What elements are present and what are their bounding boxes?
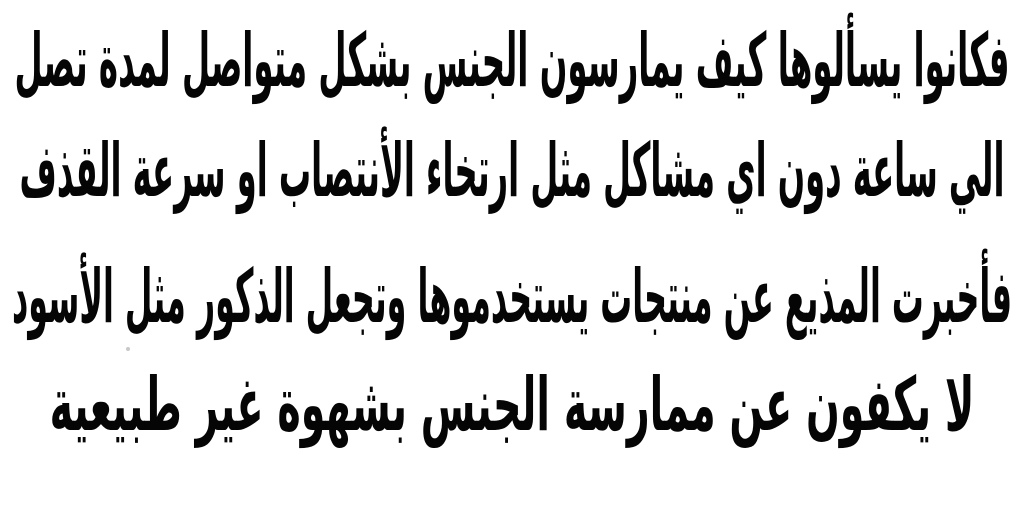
text-line-4: لا يكفون عن ممارسة الجنس بشهوة غير طبيعية — [49, 362, 975, 448]
text-line-2: الي ساعة دون اي مشاكل مثل ارتخاء الأنتصاب او سرعة القذف — [19, 128, 1005, 214]
text-line-3: فأخبرت المذيع عن منتجات يستخدموها وتجعل الذكور مثل الأسود — [11, 254, 1013, 340]
print-speck-artifact — [126, 347, 130, 351]
text-line-1: فكانوا يسألوها كيف يمارسون الجنس بشكل متواصل لمدة تصل — [14, 18, 1010, 104]
